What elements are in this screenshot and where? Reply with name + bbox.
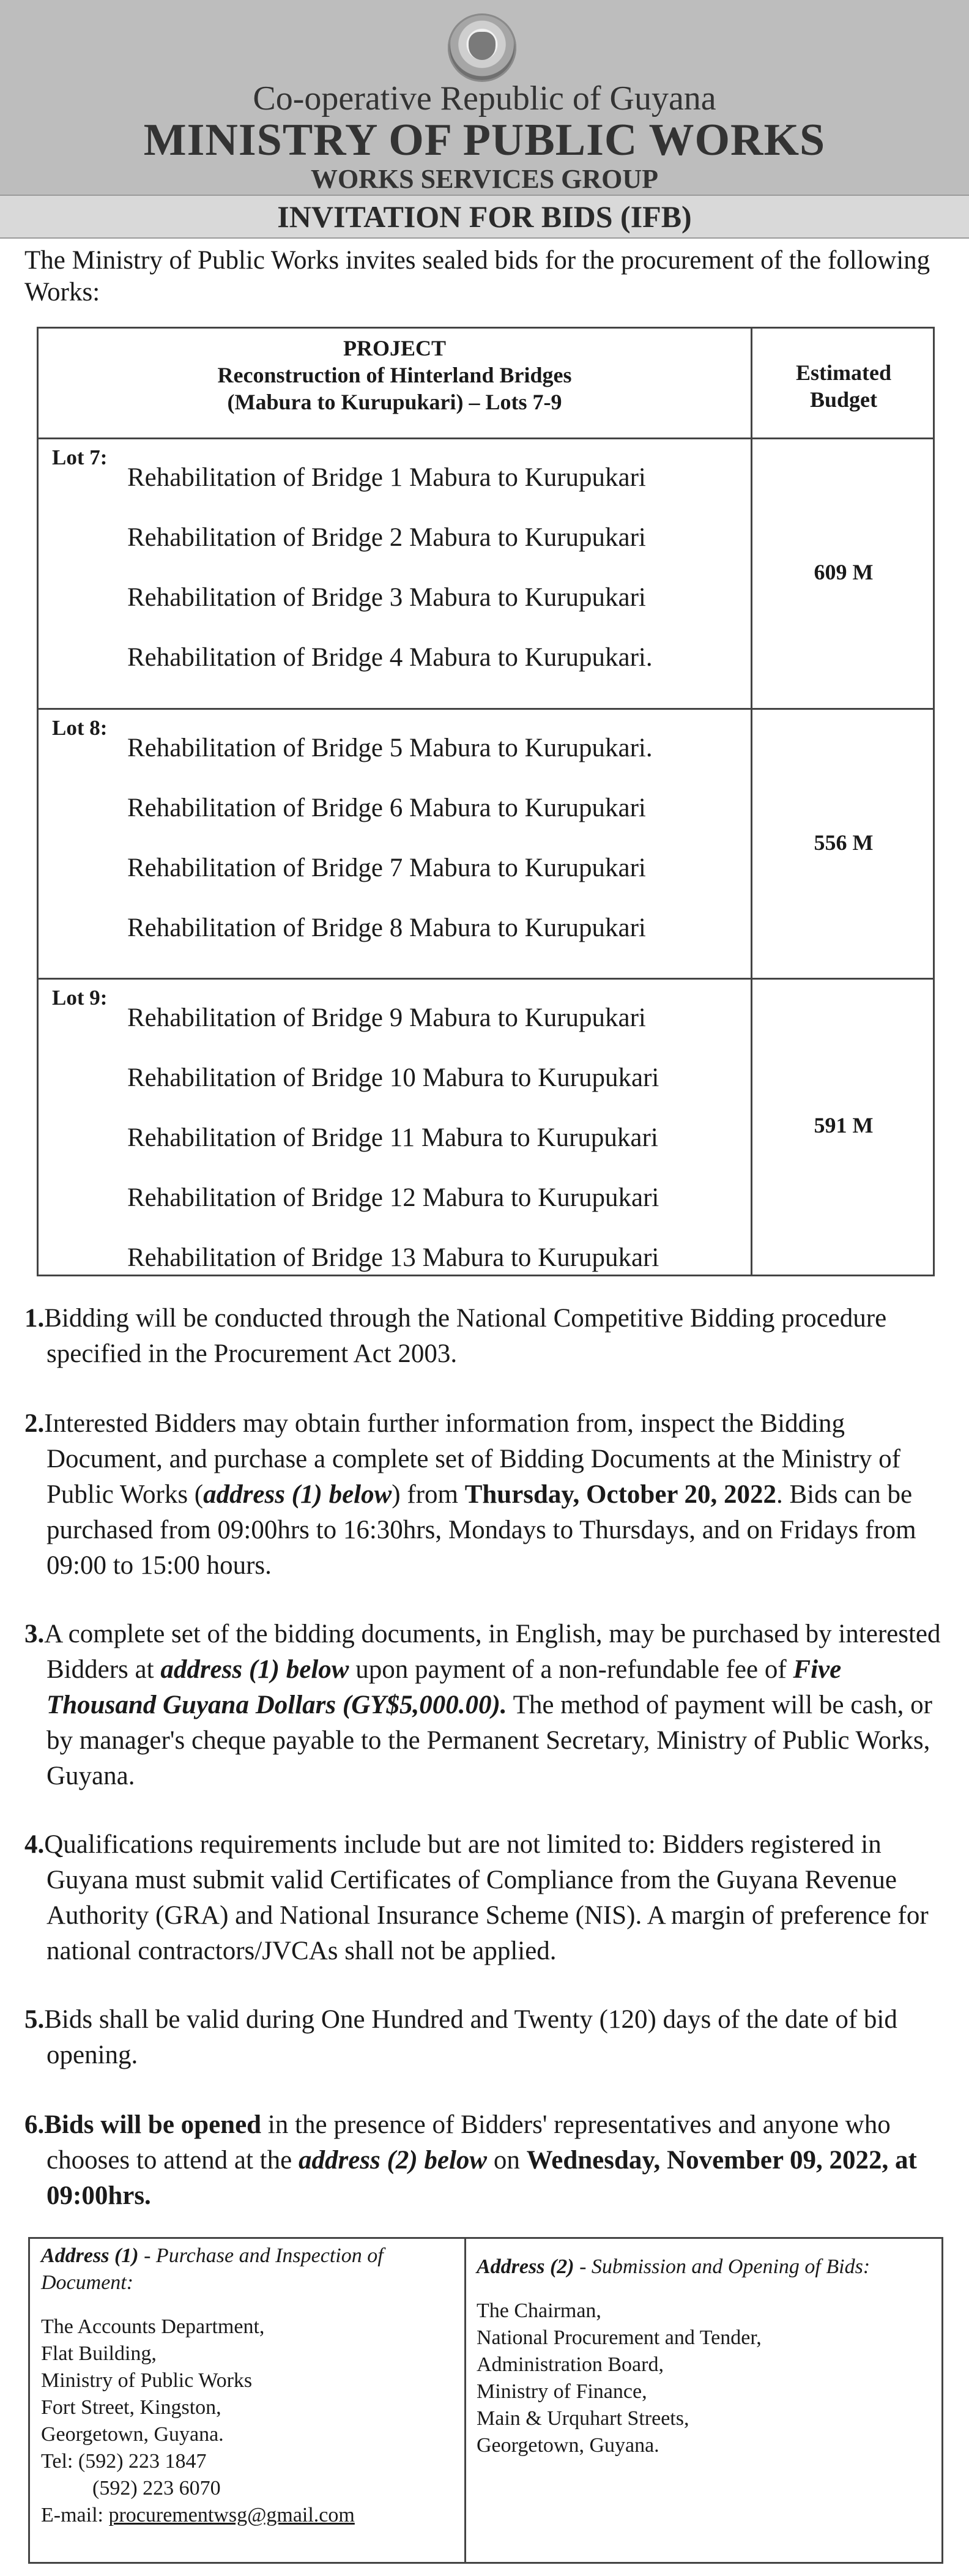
lot-item: Rehabilitation of Bridge 8 Mabura to Kurupukari (127, 914, 646, 942)
address-2-heading-rest: - Submission and Opening of Bids: (574, 2255, 871, 2278)
republic-title: Co-operative Republic of Guyana (253, 80, 716, 117)
clause-text: The method of payment will be cash, or by manager's cheque payable to the Permanent Secretary, Ministry of Public Works, Guyana. (46, 1691, 932, 1790)
address-table (28, 2237, 943, 2564)
address-line: National Procurement and Tender, (477, 2326, 762, 2349)
address-1-heading-rest: - Purchase and Inspection of Document: (41, 2244, 384, 2294)
clause-5 (24, 2002, 948, 2073)
address-line: Administration Board, (477, 2353, 664, 2376)
lot-item: Rehabilitation of Bridge 7 Mabura to Kurupukari (127, 854, 646, 882)
bid-document-fee: Five Thousand Guyana Dollars (GY$5,000.00). (46, 1655, 842, 1719)
address-1-heading-label: Address (1) (41, 2244, 139, 2267)
address-reference: address (2) below (298, 2146, 488, 2175)
group-title: WORKS SERVICES GROUP (310, 164, 659, 194)
clause-number: 3. (24, 1620, 45, 1648)
address-reference: address (1) below (160, 1655, 349, 1684)
address-1-cell (41, 2243, 457, 2529)
email-label: E-mail: (41, 2504, 109, 2526)
budget-header-cell (752, 359, 935, 413)
clause-2 (24, 1406, 948, 1584)
budget-heading-line-2: Budget (809, 387, 878, 412)
project-name: Reconstruction of Hinterland Bridges (217, 363, 572, 387)
clause-6 (24, 2107, 948, 2214)
bid-opening-datetime: Wednesday, November 09, 2022, at 09:00hrs. (46, 2146, 917, 2210)
project-subtitle: (Mabura to Kurupukari) – Lots 7-9 (227, 390, 562, 414)
tel-number: (592) 223 1847 (78, 2450, 207, 2473)
project-heading: PROJECT (343, 336, 446, 360)
lot-item: Rehabilitation of Bridge 3 Mabura to Kurupukari (127, 583, 646, 612)
clause-text: Bids shall be valid during One Hundred and Twenty (120) days of the date of bid opening. (44, 2005, 897, 2069)
lot-budget: 609 M (814, 560, 874, 584)
address-line: The Accounts Department, (41, 2315, 265, 2338)
tel-number: (592) 223 6070 (92, 2477, 221, 2500)
works-table (37, 327, 935, 1276)
header-band (0, 0, 969, 195)
address-column-divider (464, 2239, 466, 2562)
address-line: The Chairman, (477, 2299, 601, 2322)
lot-item: Rehabilitation of Bridge 13 Mabura to Kurupukari (127, 1243, 659, 1272)
table-row-divider (39, 978, 933, 980)
clause-1 (24, 1301, 948, 1372)
budget-heading-line-1: Estimated (796, 360, 891, 385)
address-2-cell (477, 2254, 935, 2459)
lot-label: Lot 9: (52, 986, 108, 1010)
clause-number: 6. (24, 2110, 45, 2139)
bid-opening-lead: Bids will be opened (44, 2110, 262, 2139)
clause-text: Interested Bidders may obtain further information from, inspect the Bidding Document, and purchase a complete set of Bidding Documents at the Ministry of Public Works ( (44, 1409, 900, 1509)
lot-item: Rehabilitation of Bridge 1 Mabura to Kurupukari (127, 463, 646, 492)
notice-title-band (0, 195, 969, 239)
telephone-line (41, 2448, 457, 2475)
lot-item: Rehabilitation of Bridge 4 Mabura to Kurupukari. (127, 643, 653, 672)
table-row-divider (39, 708, 933, 710)
lot-item: Rehabilitation of Bridge 10 Mabura to Kurupukari (127, 1063, 659, 1092)
clause-text: A complete set of the bidding documents, in English, may be purchased by interested Bidders at (44, 1620, 941, 1684)
email-line (41, 2502, 457, 2529)
address-line: Georgetown, Guyana. (477, 2434, 659, 2457)
address-line: Georgetown, Guyana. (41, 2423, 224, 2446)
lot-item: Rehabilitation of Bridge 6 Mabura to Kurupukari (127, 794, 646, 822)
lot-budget: 556 M (814, 830, 874, 855)
tel-label: Tel: (41, 2450, 78, 2473)
address-2-heading-label: Address (2) (477, 2255, 574, 2278)
lot-budget: 591 M (814, 1113, 874, 1137)
address-line: Fort Street, Kingston, (41, 2396, 221, 2419)
email-link[interactable]: procurementwsg@gmail.com (108, 2504, 355, 2526)
lot-item: Rehabilitation of Bridge 2 Mabura to Kurupukari (127, 523, 646, 552)
ministry-title: MINISTRY OF PUBLIC WORKS (143, 115, 826, 165)
clause-number: 4. (24, 1830, 45, 1859)
clause-number: 5. (24, 2005, 45, 2034)
clause-text: . Bids can be purchased from 09:00hrs to 16:30hrs, Mondays to Thursdays, and on Fridays from 09:00 to 15:00 hours. (46, 1480, 916, 1580)
clause-text: Qualifications requirements include but are not limited to: Bidders registered in Guyana must submit valid Certificates of Compliance from the Guyana Revenue Authority (GRA) and National Insurance Scheme (NIS). A margin of preference for national contractors/JVCAs shall not be applied. (44, 1830, 929, 1965)
address-1-heading (41, 2243, 457, 2296)
clause-text: ) from (392, 1480, 465, 1509)
lot-label: Lot 8: (52, 716, 108, 740)
telephone-line (41, 2475, 457, 2502)
clause-text: in the presence of Bidders' representatives and anyone who chooses to attend at the (46, 2110, 891, 2175)
clause-text: upon payment of a non-refundable fee of (349, 1655, 793, 1684)
address-line: Flat Building, (41, 2342, 157, 2365)
notice-title: INVITATION FOR BIDS (IFB) (277, 199, 692, 234)
address-2-heading (477, 2254, 935, 2280)
intro-text: The Ministry of Public Works invites sealed bids for the procurement of the following Works: (24, 246, 930, 307)
clause-number: 1. (24, 1304, 45, 1333)
lot-item: Rehabilitation of Bridge 5 Mabura to Kurupukari. (127, 734, 653, 762)
lot-label: Lot 7: (52, 445, 108, 469)
address-reference: address (1) below (203, 1480, 392, 1509)
clause-number: 2. (24, 1409, 45, 1438)
project-header-cell (39, 335, 751, 415)
address-line: Main & Urquhart Streets, (477, 2407, 689, 2430)
lot-item: Rehabilitation of Bridge 11 Mabura to Kurupukari (127, 1123, 658, 1152)
lot-item: Rehabilitation of Bridge 9 Mabura to Kurupukari (127, 1003, 646, 1032)
table-row-divider (39, 437, 933, 439)
lot-item: Rehabilitation of Bridge 12 Mabura to Kurupukari (127, 1183, 659, 1212)
guyana-coat-of-arms-icon (448, 13, 516, 82)
address-line: Ministry of Finance, (477, 2380, 647, 2403)
address-line: Ministry of Public Works (41, 2369, 253, 2392)
clause-3 (24, 1617, 948, 1794)
clause-text: on (487, 2146, 527, 2175)
address-1-lines (41, 2314, 457, 2529)
clause-text: Bidding will be conducted through the National Competitive Bidding procedure specified in the Procurement Act 2003. (44, 1304, 887, 1368)
purchase-start-date: Thursday, October 20, 2022 (464, 1480, 776, 1509)
clause-4 (24, 1827, 948, 1969)
address-2-lines (477, 2298, 935, 2459)
